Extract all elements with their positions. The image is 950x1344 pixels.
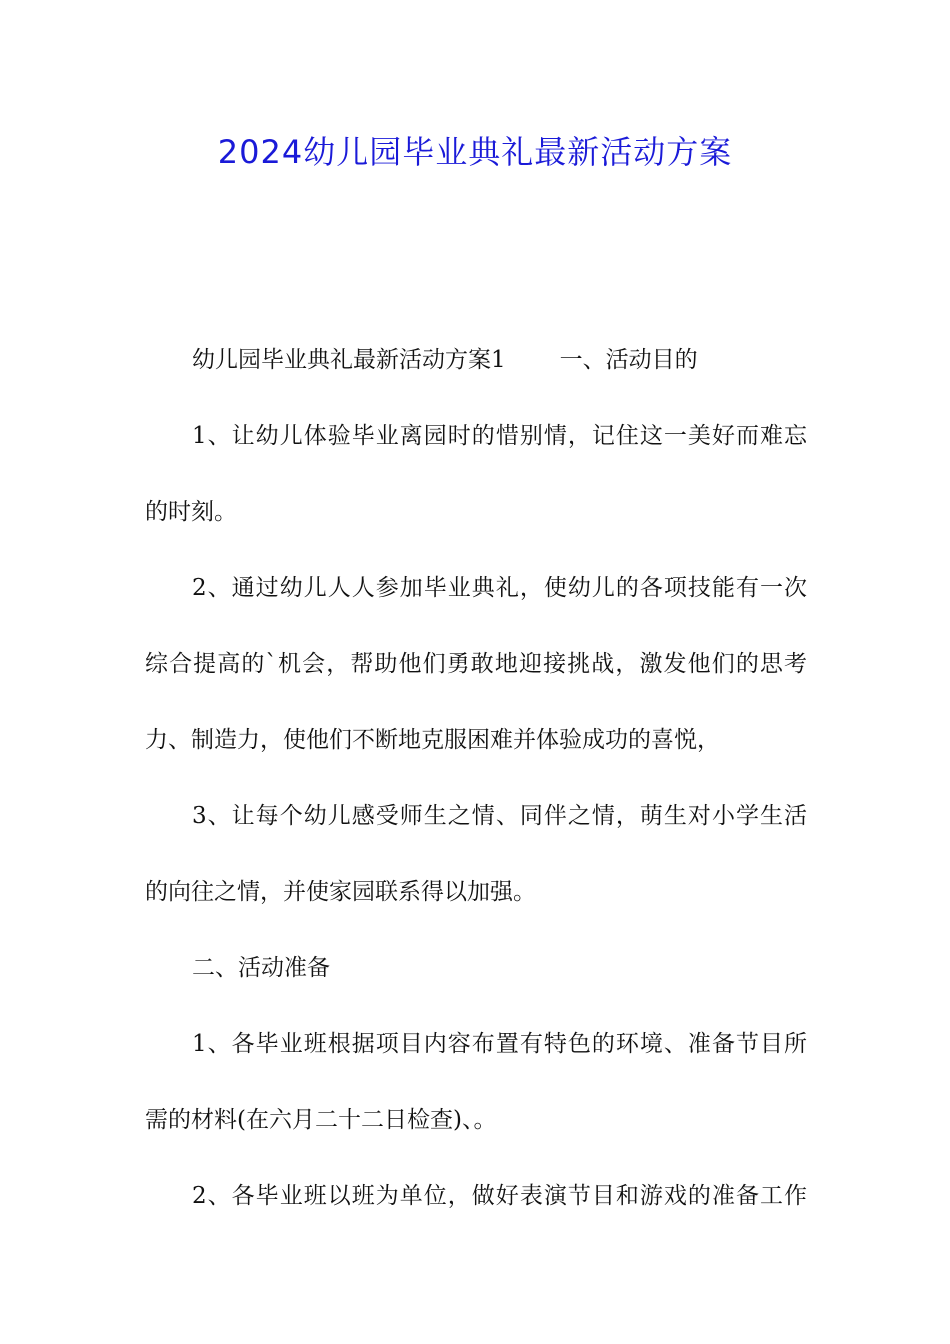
paragraph-line: 力、制造力，使他们不断地克服困难并体验成功的喜悦，: [145, 727, 720, 753]
plan-heading-line: [145, 338, 807, 382]
paragraph-line: 2、通过幼儿人人参加毕业典礼，使幼儿的各项技能有一次: [192, 575, 807, 601]
plan-heading: 幼儿园毕业典礼最新活动方案1: [192, 347, 506, 373]
paragraph-line: 1、让幼儿体验毕业离园时的惜别情，记住这一美好而难忘: [192, 423, 807, 449]
paragraph-line: 需的材料(在六月二十二日检查)、。: [145, 1107, 497, 1133]
document-title: 2024幼儿园毕业典礼最新活动方案: [217, 133, 733, 171]
paragraph-line: 的向往之情，并使家园联系得以加强。: [145, 879, 536, 905]
section-heading-purpose: 一、活动目的: [559, 347, 698, 373]
paragraph-line: 3、让每个幼儿感受师生之情、同伴之情，萌生对小学生活: [192, 803, 807, 829]
paragraph-line: 2、各毕业班以班为单位，做好表演节目和游戏的准备工作: [192, 1183, 807, 1209]
section-heading-preparation: 二、活动准备: [192, 955, 330, 981]
document-body: [145, 338, 807, 1250]
paragraph-line: 1、各毕业班根据项目内容布置有特色的环境、准备节目所: [192, 1031, 807, 1057]
paragraph-line: 的时刻。: [145, 499, 237, 525]
paragraph-line: 综合提高的`机会，帮助他们勇敢地迎接挑战，激发他们的思考: [145, 651, 807, 677]
